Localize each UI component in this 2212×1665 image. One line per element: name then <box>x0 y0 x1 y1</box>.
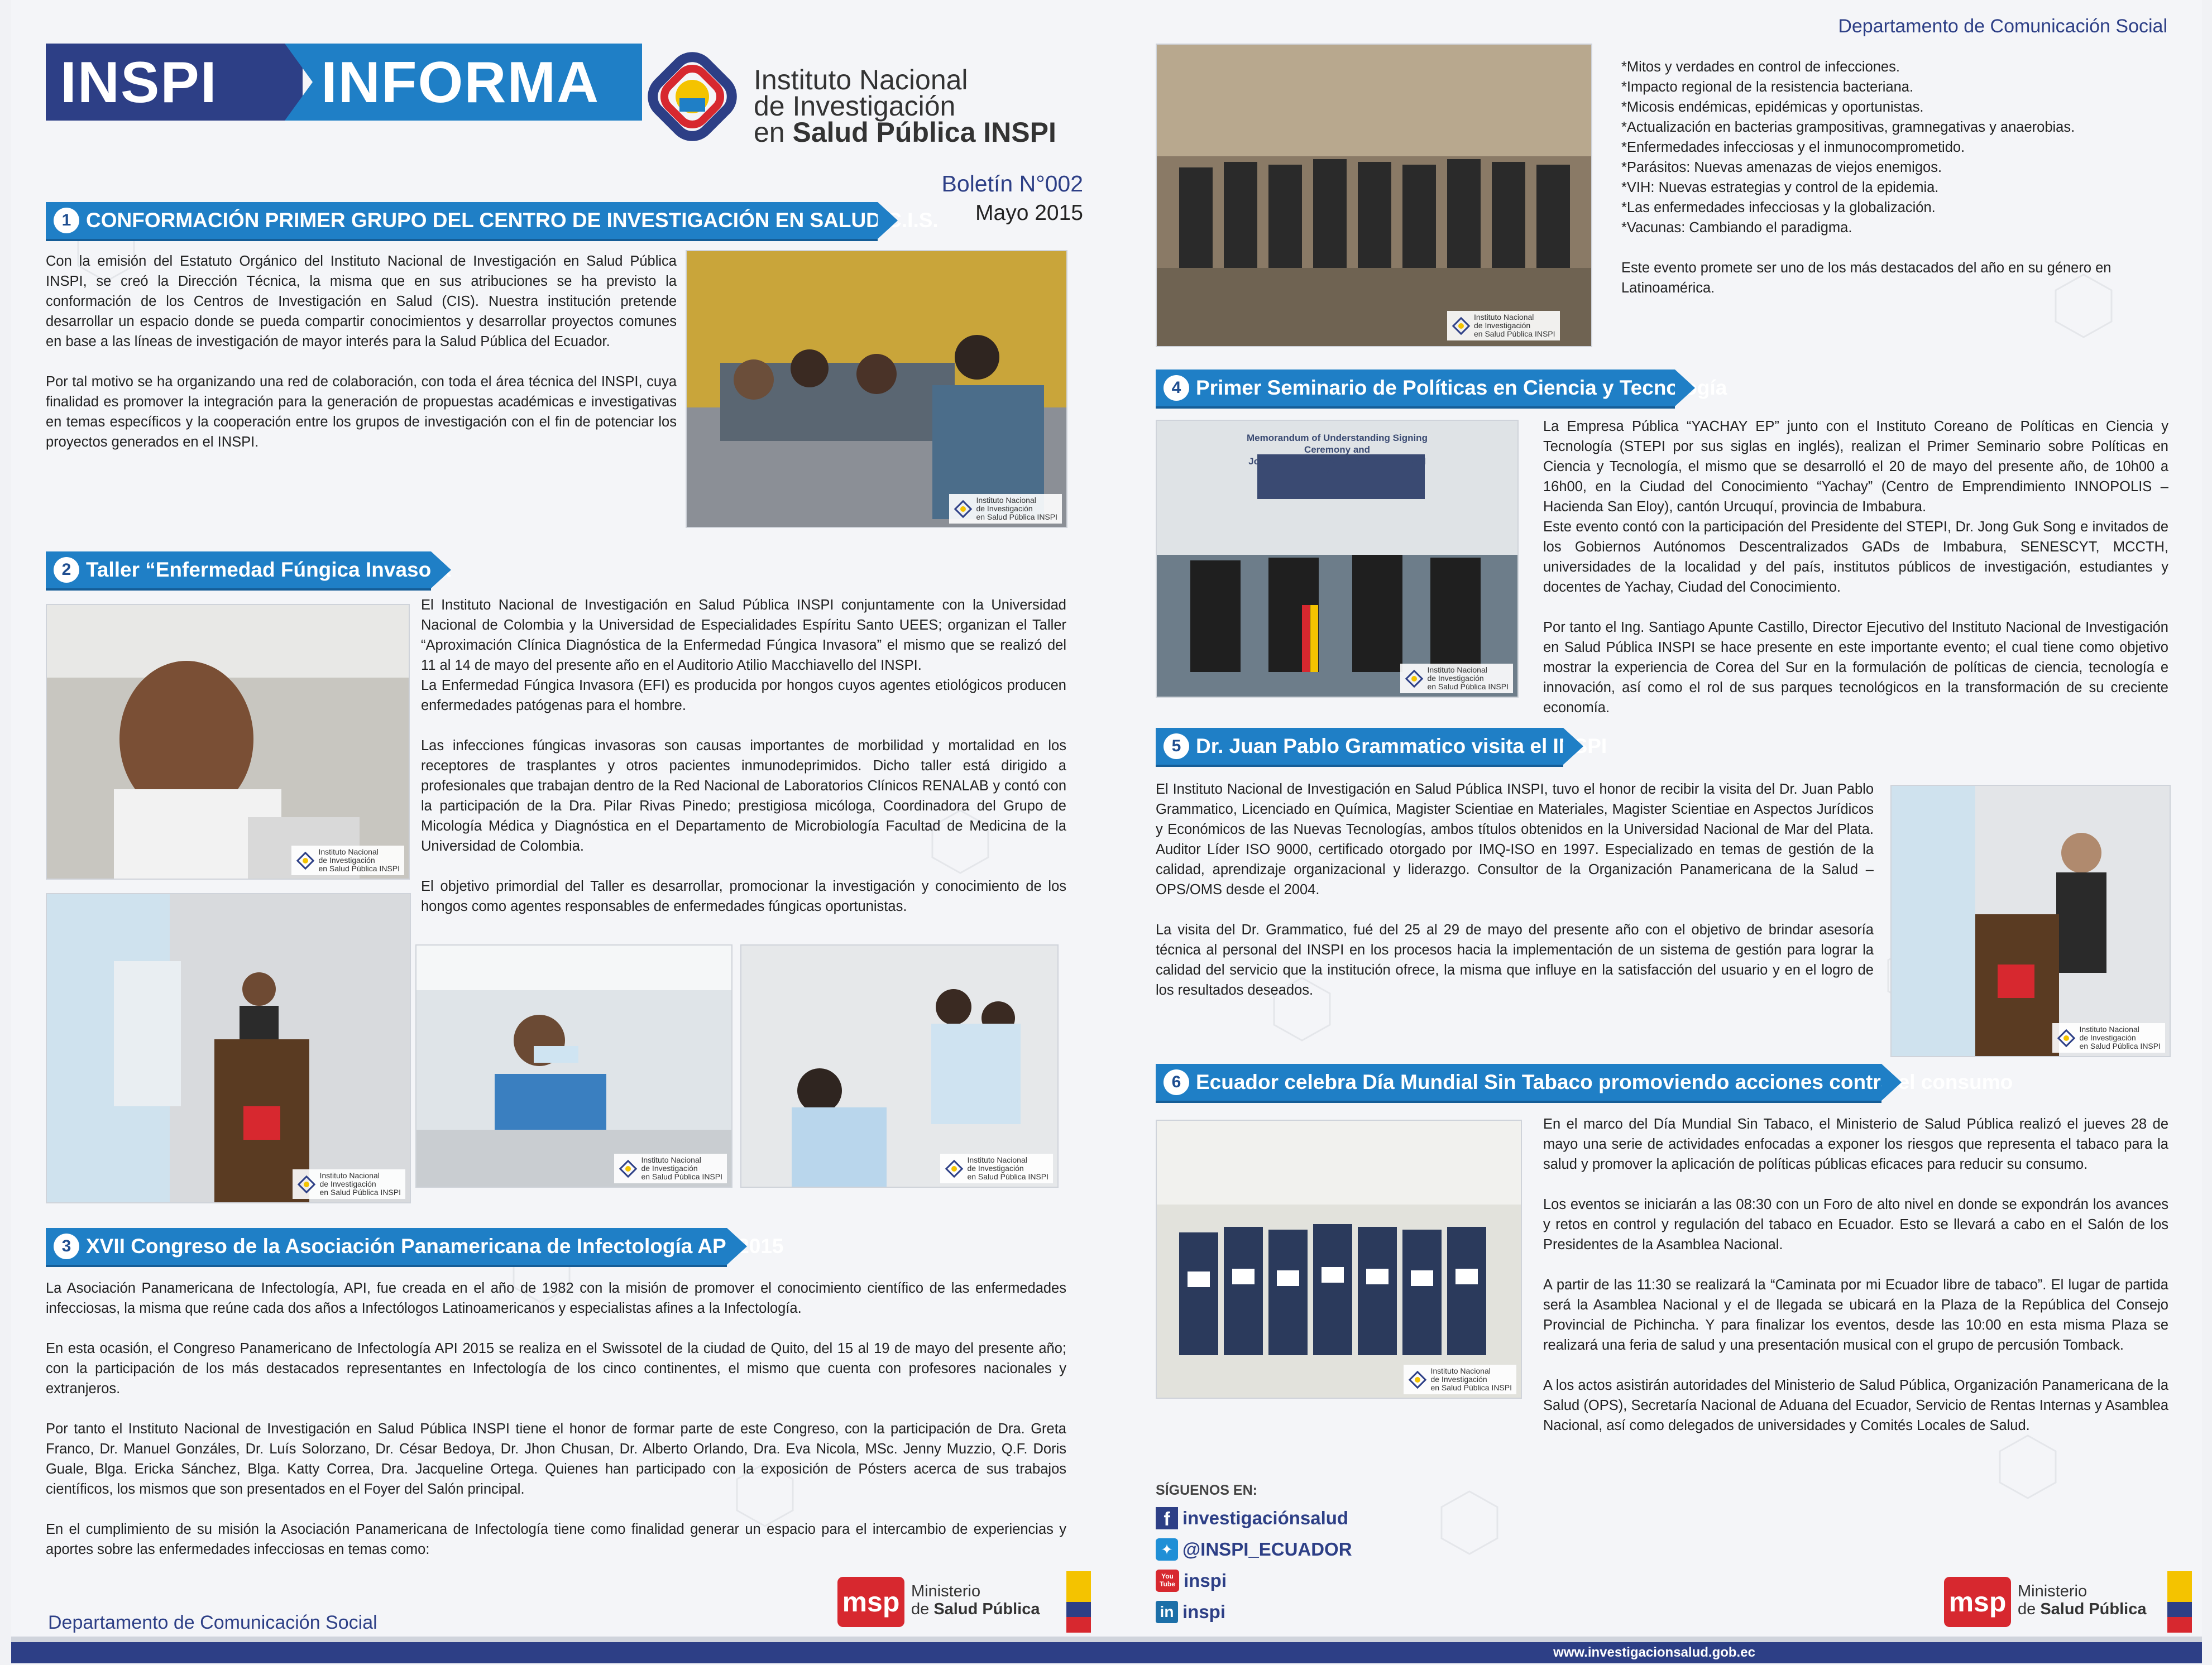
watermark-line3: en Salud Pública INSPI <box>976 512 1057 521</box>
section-1-text <box>46 251 677 472</box>
facebook-icon: f <box>1156 1507 1178 1529</box>
photo-watermark <box>2052 1023 2165 1053</box>
section-4-banner <box>1156 370 1727 406</box>
ministry-line2-bold: Salud Pública <box>933 1600 1040 1618</box>
inspi-mini-logo-icon <box>945 1159 964 1178</box>
watermark-line3: en Salud Pública INSPI <box>2079 1042 2161 1050</box>
section-4-paragraph-2: Este evento contó con la participación del Presidente del STEPI, Dr. Jong Guk Song e invitados de los Gobiernos Autónomos Descentralizados GADs de Imbabura, SENESCYT, MCCTH, universidades de la localidad y del país, institutos públicos de investigación, estudiantes y docentes de Yachay, Ciudad del Conocimiento. <box>1543 519 2168 595</box>
msp-logo-icon: msp <box>837 1577 904 1627</box>
banner-arrow <box>727 1228 747 1265</box>
podium-image <box>47 894 410 1202</box>
section-5-paragraph-2: La visita del Dr. Grammatico, fué del 25 al 29 de mayo del presente año con el objetivo de brindar asesoría técnica al personal del INSPI en los procesos hacia la implementación de un sistema de gestión para lograr la calidad del servicio que la institución ofrece, la misma que influye en la satisfacción del usuario y en el logro de los resultados deseados. <box>1156 922 1874 998</box>
inspi-mini-logo-icon <box>619 1159 638 1178</box>
watermark-line3: en Salud Pública INSPI <box>1427 682 1509 691</box>
institute-line2: de Investigación <box>754 90 956 122</box>
right-page <box>1107 0 2202 1665</box>
watermark-line1: Instituto Nacional <box>2079 1025 2139 1034</box>
photo-watermark <box>291 846 404 875</box>
speaker-image <box>47 605 409 879</box>
section-2-number: 2 <box>54 557 79 583</box>
ecuador-flag-icon <box>1066 1571 1091 1633</box>
watermark-line1: Instituto Nacional <box>976 496 1036 505</box>
watermark-line2: de Investigación <box>641 1164 698 1173</box>
website-link[interactable]: www.investigacionsalud.gob.ec <box>1553 1645 1755 1660</box>
ecuador-flag-icon <box>2167 1571 2192 1633</box>
cis-meeting-photo <box>686 250 1067 528</box>
seminar-banner-line1: Memorandum of Understanding Signing Ceremony and <box>1247 433 1428 455</box>
section-1-number: 1 <box>54 208 79 233</box>
watermark-line2: de Investigación <box>319 1179 376 1188</box>
section-2-title: Taller “Enfermedad Fúngica Invasora <box>86 558 451 581</box>
watermark-line1: Instituto Nacional <box>319 1171 380 1180</box>
section-2-paragraph-4: El objetivo primordial del Taller es desarrollar, promocionar la investigación y conocimiento de los hongos como agentes responsables de enfermedades fúngicas oportunistas. <box>421 879 1066 914</box>
podium-photo <box>46 893 411 1203</box>
lab-image-1 <box>416 946 731 1187</box>
topic-item: *Enfermedades infecciosas y el inmunocomprometido. <box>1621 140 1965 155</box>
watermark-line3: en Salud Pública INSPI <box>967 1172 1048 1181</box>
linkedin-handle: inspi <box>1182 1601 1226 1622</box>
ministry-line2-pre: de <box>2018 1600 2041 1618</box>
social-youtube-link[interactable] <box>1156 1570 1227 1592</box>
footer-bar-left <box>11 1642 1107 1663</box>
inspi-mini-logo-icon <box>1452 316 1471 335</box>
section-4-number: 4 <box>1164 375 1189 401</box>
inspi-mini-logo-icon <box>2057 1029 2076 1048</box>
ministry-line2-bold: Salud Pública <box>2040 1600 2147 1618</box>
section-6-paragraph-4: A los actos asistirán autoridades del Ministerio de Salud Pública, Organización Panamericana de la Salud (OPS), Secretaría Nacional de Aduana del Ecuador, Servicio de Rentas Internas y Asamblea Nacional, así como delegados de universidades y Comités Locales de Salud. <box>1543 1378 2168 1433</box>
lab-image-2 <box>741 946 1057 1187</box>
section-1-banner <box>46 202 939 239</box>
bulletin-number: Boletín N°002 <box>941 171 1083 196</box>
congress-group-photo <box>1156 44 1592 347</box>
banner-arrow <box>878 202 898 239</box>
inspi-mini-logo-icon <box>1408 1370 1427 1389</box>
watermark-line2: de Investigación <box>1427 674 1484 683</box>
ministry-logo-right <box>1944 1571 2201 1633</box>
bulletin-date: Mayo 2015 <box>975 201 1083 225</box>
section-3-paragraph-2: En esta ocasión, el Congreso Panamericano de Infectología API 2015 se realiza en el Swissotel de la ciudad de Quito, del 15 al 19 de mayo del presente año; con la participación de los más destacados representantes en Infectología de los cinco continentes, el mismo que cuenta con profesores nacionales y extranjeros. <box>46 1341 1066 1397</box>
twitter-icon: ✦ <box>1156 1538 1178 1561</box>
inspi-mini-logo-icon <box>296 851 315 870</box>
topic-item: *Vacunas: Cambiando el paradigma. <box>1621 220 1852 236</box>
section-5-number: 5 <box>1164 733 1189 759</box>
photo-watermark <box>1400 664 1513 693</box>
dept-header-right: Departamento de Comunicación Social <box>1838 16 2167 37</box>
watermark-line3: en Salud Pública INSPI <box>641 1172 722 1181</box>
photo-watermark <box>293 1169 405 1199</box>
photo-watermark <box>940 1154 1053 1183</box>
youtube-icon: You Tube <box>1156 1570 1179 1592</box>
watermark-line2: de Investigación <box>2079 1033 2136 1042</box>
photo-watermark <box>949 494 1062 524</box>
section-6-paragraph-1: En el marco del Día Mundial Sin Tabaco, el Ministerio de Salud Pública realizó el jueves 28 de mayo una serie de actividades enfocadas a exponer los riesgos que representa el tabaco para la salud y promover la aplicación de políticas públicas eficaces para reducir su consumo. <box>1543 1116 2168 1172</box>
institute-line1: Instituto Nacional <box>754 64 968 95</box>
social-linkedin-link[interactable] <box>1156 1601 1225 1623</box>
watermark-line2: de Investigación <box>1430 1375 1487 1384</box>
lab-photo-1 <box>415 944 732 1188</box>
inspi-mini-logo-icon <box>1405 669 1424 688</box>
congress-group-image <box>1157 45 1591 346</box>
linkedin-icon: in <box>1156 1601 1178 1623</box>
section-1-paragraph-1: Con la emisión del Estatuto Orgánico del Instituto Nacional de Investigación en Salud Pública INSPI, se creó la Dirección Técnica, la misma que en sus atribuciones se ha previsto la conformación de los Centros de Investigación en Salud (CIS). Nuestra institución pretende desarrollar un espacio donde se pueda compartir conocimientos y desarrollar proyectos comunes en base a las líneas de investigación de mayor interés para la Salud Pública del Ecuador. <box>46 253 677 349</box>
topic-item: *Micosis endémicas, epidémicas y oportunistas. <box>1621 99 1924 115</box>
cis-meeting-image <box>687 251 1066 527</box>
congress-closing: Este evento promete ser uno de los más destacados del año en su género en Latinoamérica. <box>1621 260 2112 296</box>
social-twitter-link[interactable] <box>1156 1538 1352 1561</box>
institute-line3-pre: en <box>754 117 793 148</box>
watermark-line3: en Salud Pública INSPI <box>1430 1383 1512 1392</box>
section-3-paragraph-1: La Asociación Panamericana de Infectología, API, fue creada en el año de 1982 con la misión de promover el conocimiento científico de las enfermedades infecciosas, la misma que reúne cada dos años a Infectólogos Latinoamericanos y especialistas afines a la Infectología. <box>46 1280 1066 1316</box>
header-inspi: INSPI <box>60 50 218 115</box>
section-6-number: 6 <box>1164 1069 1189 1095</box>
watermark-line3: en Salud Pública INSPI <box>1474 329 1555 338</box>
photo-watermark <box>614 1154 727 1183</box>
section-4-paragraph-1: La Empresa Pública “YACHAY EP” junto con el Instituto Coreano de Políticas en Ciencia y Tecnología (STEPI por sus siglas en inglés), realizan el Primer Seminario sobre Políticas en Ciencia y Tecnología, el mismo que se desarrolló el 20 de mayo del presente año, de 10h00 a 16h00, en la Ciudad del Conocimiento “Yachay” (Centro de Emprendimiento INNOPOLIS – Hacienda San Eloy), cantón Urcuquí, provincia de Imbabura. <box>1543 419 2168 515</box>
section-3-number: 3 <box>54 1234 79 1259</box>
watermark-line1: Instituto Nacional <box>1427 665 1487 674</box>
section-1-title: CONFORMACIÓN PRIMER GRUPO DEL CENTRO DE INVESTIGACIÓN EN SALUD C.I.S. <box>86 209 939 232</box>
watermark-line1: Instituto Nacional <box>1474 313 1534 322</box>
ministry-line1: Ministerio <box>911 1582 981 1600</box>
watermark-line2: de Investigación <box>318 856 375 865</box>
inspi-logo-icon <box>639 44 745 150</box>
section-4-text <box>1543 416 2168 738</box>
topic-item: *Mitos y verdades en control de infecciones. <box>1621 59 1900 75</box>
left-page <box>11 0 1107 1665</box>
section-6-paragraph-2: Los eventos se iniciarán a las 08:30 con un Foro de alto nivel en donde se expondrán los avances y retos en control y regulación del tabaco en Ecuador. Esto se llevará a cabo en el Salón de los Presidentes de la Asamblea Nacional. <box>1543 1197 2168 1253</box>
inspi-mini-logo-icon <box>297 1175 316 1194</box>
watermark-line1: Instituto Nacional <box>318 847 379 856</box>
section-4-paragraph-3: Por tanto el Ing. Santiago Apunte Castillo, Director Ejecutivo del Instituto Nacional de Investigación en Salud Pública INSPI se hace presente en este importante evento; el cual tiene como objetivo mostrar la experiencia de Corea del Sur en la formulación de políticas de ciencia, tecnología e innovación, así como el rol de sus parques tecnológicos en la transformación de su creciente economía. <box>1543 620 2168 716</box>
twitter-handle: @INSPI_ECUADOR <box>1182 1539 1352 1560</box>
institute-name <box>754 64 1056 148</box>
seminar-banner-text <box>1241 432 1434 479</box>
section-6-paragraph-3: A partir de las 11:30 se realizará la “Caminata por mi Ecuador libre de tabaco”. El lugar de partida será la Asamblea Nacional y el de llegada se ubicará en la Plaza de la República del Consejo Provincial de Pichincha. Y para finalizar los eventos, desde las 10:00 en esta misma Plaza se realizará una feria de salud y una presentación musical con el grupo de percusión Tomback. <box>1543 1277 2168 1353</box>
congress-topics <box>1621 57 2168 298</box>
watermark-line1: Instituto Nacional <box>1430 1366 1491 1375</box>
section-2-text <box>421 595 1066 937</box>
footer-stripe-left <box>11 1637 1107 1642</box>
watermark-line1: Instituto Nacional <box>641 1155 701 1164</box>
watermark-line2: de Investigación <box>967 1164 1024 1173</box>
social-facebook-link[interactable] <box>1156 1507 1348 1529</box>
footer-stripe-right <box>1107 1637 2202 1642</box>
grammatico-photo <box>1890 785 2171 1057</box>
section-3-banner <box>46 1228 784 1265</box>
banner-arrow <box>1563 728 1583 765</box>
section-2-banner <box>46 551 451 588</box>
section-6-title: Ecuador celebra Día Mundial Sin Tabaco promoviendo acciones contra el consumo <box>1196 1071 2013 1093</box>
section-1-paragraph-2: Por tal motivo se ha organizando una red de colaboración, con toda el área técnica del INSPI, cuya finalidad es promover la integración para la generación de propuestas académicas e investigativas en temas específicos y la cooperación entre los grupos de investigación con el fin de potenciar los proyectos generados en el INSPI. <box>46 374 677 450</box>
section-5-banner <box>1156 728 1607 765</box>
no-tobacco-image <box>1157 1121 1521 1398</box>
grammatico-image <box>1892 786 2170 1056</box>
section-2-paragraph-3: Las infecciones fúngicas invasoras son causas importantes de morbilidad y mortalidad en los receptores de trasplantes y otros pacientes inmunodeprimidos. Dicho taller está dirigido a profesionales que trabajan dentro de la Red Nacional de Laboratorios Clínicos RENALAB y contó con la participación de la Dra. Pilar Rivas Pinedo; prestigiosa micóloga, Coordinadora del Grupo de Micología Médica y Diagnóstica en el Departamento de Microbiología Facultad de Medicina de la Universidad de Colombia. <box>421 738 1066 854</box>
section-3-text <box>46 1278 1066 1580</box>
topic-item: *Las enfermedades infecciosas y la globalización. <box>1621 200 1936 215</box>
watermark-line2: de Investigación <box>976 504 1033 513</box>
section-5-paragraph-1: El Instituto Nacional de Investigación en Salud Pública INSPI, tuvo el honor de recibir la visita del Dr. Juan Pablo Grammatico, Licenciado en Química, Magister Scientiae en Materiales, Magister Scientiae en Aspectos Jurídicos y Económicos de las Nuevas Tecnologías, ambos títulos obtenidos en la Universidad Nacional de Mar del Plata. Auditor Líder ISO 9000, certificado otorgado por IMQ-ISO en 1997. Especializado en temas de gestión de la calidad, aprendizaje organizacional y liderazgo. Consultor de la Organización Panamericana de la Salud – OPS/OMS desde el 2004. <box>1156 781 1874 898</box>
youtube-handle: inspi <box>1184 1570 1227 1591</box>
facebook-handle: investigaciónsalud <box>1182 1508 1349 1528</box>
social-heading: SÍGUENOS EN: <box>1156 1482 1257 1498</box>
section-3-paragraph-3: Por tanto el Instituto Nacional de Investigación en Salud Pública INSPI tiene el honor de formar parte de este Congreso, con la participación de Dra. Greta Franco, Dr. Manuel Gonzáles, Dr. Luís Solorzano, Dr. César Bedoya, Dr. Jhon Chusan, Dr. Alberto Orlando, Dra. Eva Nicola, MSc. Jenny Muzzio, Q.F. Doris Guale, Blga. Ericka Sánchez, Blga. Katty Correa, Dra. Jacqueline Ortega. Quienes han participado con la exposición de Pósters acerca de sus trabajos científicos, los mismos que son presentados en el Foyer del Salón principal. <box>46 1421 1066 1497</box>
institute-line3-bold: Salud Pública INSPI <box>792 117 1056 148</box>
topic-item: *Impacto regional de la resistencia bacteriana. <box>1621 79 1914 95</box>
no-tobacco-photo <box>1156 1120 1522 1399</box>
photo-watermark <box>1404 1365 1516 1394</box>
topic-item: *Actualización en bacterias grampositivas, gramnegativas y anaerobias. <box>1621 119 2075 135</box>
header-informa: INFORMA <box>321 50 600 115</box>
section-2-paragraph-2: La Enfermedad Fúngica Invasora (EFI) es producida por hongos cuyos agentes etiológicos producen enfermedades patógenas para el hombre. <box>421 678 1066 713</box>
lab-photo-2 <box>740 944 1059 1188</box>
section-3-title: XVII Congreso de la Asociación Panamericana de Infectología API 2015 <box>86 1235 784 1258</box>
dept-footer-left: Departamento de Comunicación Social <box>48 1612 377 1633</box>
section-6-banner <box>1156 1064 2013 1101</box>
section-3-paragraph-4: En el cumplimiento de su misión la Asociación Panamericana de Infectología tiene como finalidad generar un espacio para el intercambio de experiencias y aportes sobre las enfermedades infecciosas en temas como: <box>46 1522 1066 1557</box>
banner-arrow <box>1881 1064 1902 1101</box>
seminar-photo <box>1156 420 1519 698</box>
banner-arrow <box>1675 370 1695 406</box>
watermark-line3: en Salud Pública INSPI <box>319 1188 401 1197</box>
inspi-mini-logo-icon <box>954 500 973 519</box>
ministry-logo-left <box>837 1571 1094 1633</box>
ministry-line1: Ministerio <box>2018 1582 2087 1600</box>
section-2-paragraph-1: El Instituto Nacional de Investigación en Salud Pública INSPI conjuntamente con la Universidad Nacional de Colombia y la Universidad de Especialidades Espíritu Santo UEES; organizan el Taller “Aproximación Clínica Diagnóstica de la Enfermedad Fúngica Invasora” el mismo que se realizó del 11 al 14 de mayo del presente año en el Auditorio Atilio Macchiavello del INSPI. <box>421 597 1066 673</box>
section-5-text <box>1156 779 1874 1020</box>
topic-item: *Parásitos: Nuevas amenazas de viejos enemigos. <box>1621 160 1942 175</box>
ministry-line2-pre: de <box>911 1600 934 1618</box>
speaker-photo <box>46 604 410 880</box>
seminar-banner-line2: Joint Seminar between Yachay E.P. and STEPI <box>1248 456 1426 478</box>
photo-watermark <box>1447 311 1560 340</box>
watermark-line3: en Salud Pública INSPI <box>318 864 400 873</box>
topic-item: *VIH: Nuevas estrategias y control de la epidemia. <box>1621 180 1939 195</box>
section-5-title: Dr. Juan Pablo Grammatico visita el INSPI <box>1196 735 1607 757</box>
watermark-line1: Instituto Nacional <box>967 1155 1027 1164</box>
banner-arrow <box>431 551 451 588</box>
section-4-title: Primer Seminario de Políticas en Ciencia y Tecnología <box>1196 376 1727 399</box>
watermark-line2: de Investigación <box>1474 321 1531 330</box>
msp-logo-icon: msp <box>1944 1577 2011 1627</box>
section-6-text <box>1543 1114 2168 1456</box>
